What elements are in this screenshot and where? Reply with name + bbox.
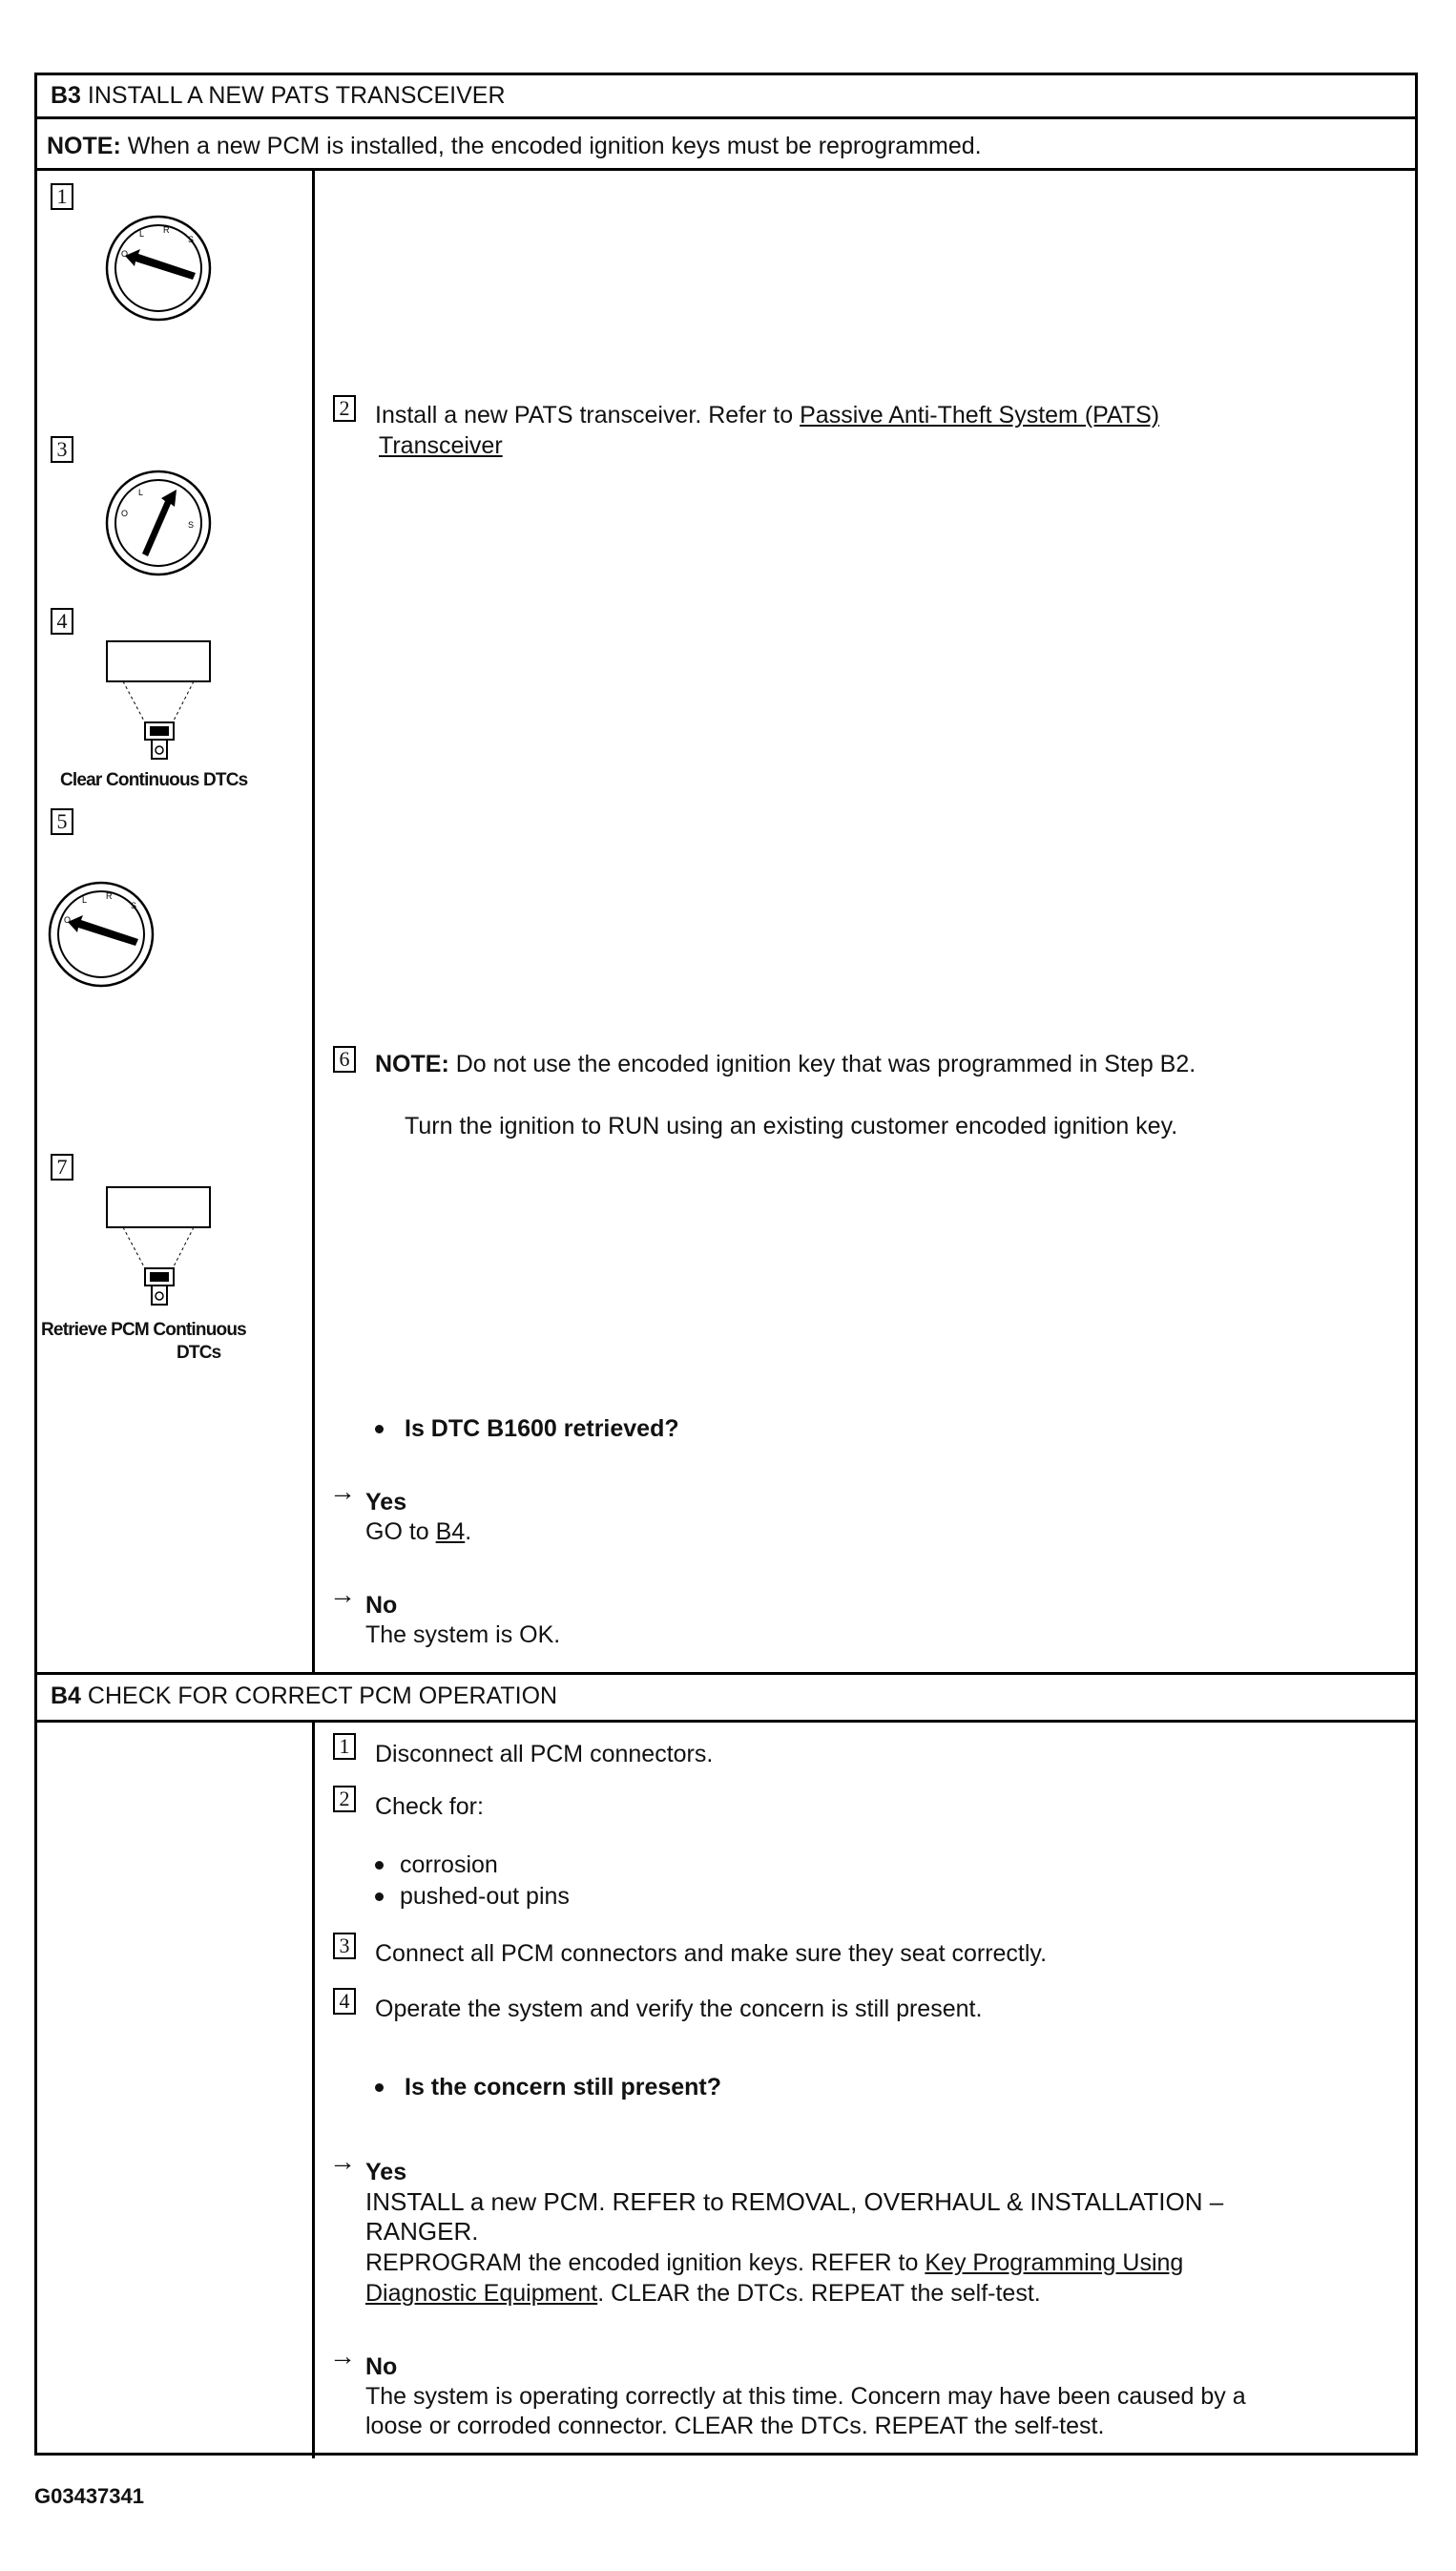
bullet xyxy=(375,1425,384,1433)
svg-text:L: L xyxy=(139,229,145,239)
b4-no-line1: The system is operating correctly at this time. Concern may have been caused by a xyxy=(365,2383,1246,2410)
bullet xyxy=(375,1861,384,1870)
clear-continuous-dtcs-caption: Clear Continuous DTCs xyxy=(60,770,248,790)
b4-header xyxy=(51,1681,557,1711)
diagnostic-procedure-table xyxy=(34,73,1418,2456)
svg-text:O: O xyxy=(121,249,129,259)
key-programming-link-line2[interactable]: Diagnostic Equipment xyxy=(365,2280,598,2307)
b3-yes-text: GO to B4. xyxy=(365,1518,472,1545)
figure-id: G03437341 xyxy=(34,2484,144,2508)
b3-no-text: The system is OK. xyxy=(365,1621,561,1648)
row-divider xyxy=(37,1720,1415,1723)
b4-yes-reprogram-text: REPROGRAM the encoded ignition keys. REFER to xyxy=(365,2249,919,2276)
svg-text:R: R xyxy=(163,225,170,235)
ignition-off-icon xyxy=(104,214,214,324)
step-number-1: 1 xyxy=(333,1733,356,1760)
step-number-6: 6 xyxy=(333,1046,356,1073)
b4-yes-line3 xyxy=(365,2247,1183,2278)
no-arrow-icon: → xyxy=(329,2341,356,2371)
b3-title: INSTALL A NEW PATS TRANSCEIVER xyxy=(87,82,506,109)
b4-yes-line4 xyxy=(365,2278,1041,2309)
ignition-run-icon xyxy=(104,469,214,578)
bullet xyxy=(375,2083,384,2092)
bullet xyxy=(375,1892,384,1901)
note-label: NOTE: xyxy=(47,133,121,159)
b4-step1-text: Disconnect all PCM connectors. xyxy=(375,1741,714,1767)
step2-instruction: Install a new PATS transceiver. Refer to xyxy=(375,402,794,428)
b3-question: Is DTC B1600 retrieved? xyxy=(405,1415,679,1442)
note-text: When a new PCM is installed, the encoded ignition keys must be reprogrammed. xyxy=(127,133,982,159)
scan-tool-icon xyxy=(104,638,218,767)
step2-text xyxy=(375,400,1159,430)
ignition-off-icon xyxy=(47,880,156,990)
step6-instruction: Turn the ignition to RUN using an existing customer encoded ignition key. xyxy=(405,1113,1178,1139)
step6-note-label: NOTE: xyxy=(375,1051,449,1077)
b4-yes-line2: RANGER. xyxy=(365,2217,479,2246)
yes-arrow-icon: → xyxy=(329,2146,356,2176)
b3-yes-label: Yes xyxy=(365,1489,407,1515)
svg-text:S: S xyxy=(188,235,195,244)
step-number-3: 3 xyxy=(51,436,73,463)
step-number-1: 1 xyxy=(51,183,73,210)
b4-no-label: No xyxy=(365,2353,398,2380)
row-divider xyxy=(37,116,1415,119)
step-number-5: 5 xyxy=(51,808,73,835)
b3-code: B3 xyxy=(51,82,81,109)
b4-step2-text: Check for: xyxy=(375,1793,484,1820)
row-divider xyxy=(37,1672,1415,1675)
b4-title: CHECK FOR CORRECT PCM OPERATION xyxy=(87,1683,558,1709)
step-number-3: 3 xyxy=(333,1933,356,1959)
svg-text:S: S xyxy=(131,901,137,910)
column-divider xyxy=(312,1720,315,2458)
retrieve-pcm-dtcs-caption-line2: DTCs xyxy=(177,1343,221,1363)
b4-step3-text: Connect all PCM connectors and make sure they seat correctly. xyxy=(375,1940,1048,1967)
yes-arrow-icon: → xyxy=(329,1476,356,1506)
b4-yes-label: Yes xyxy=(365,2159,407,2185)
b3-yes-instruction: GO to xyxy=(365,1518,429,1545)
b3-no-label: No xyxy=(365,1592,398,1619)
svg-text:L: L xyxy=(82,895,88,905)
step-number-4: 4 xyxy=(51,608,73,635)
b4-code: B4 xyxy=(51,1683,81,1709)
pats-transceiver-link-line2[interactable]: Transceiver xyxy=(379,432,503,459)
column-divider xyxy=(312,168,315,1672)
row-divider xyxy=(37,168,1415,171)
svg-text:L: L xyxy=(138,488,144,497)
svg-text:O: O xyxy=(64,915,72,925)
key-programming-link[interactable]: Key Programming Using xyxy=(925,2249,1184,2276)
scan-tool-icon xyxy=(104,1184,218,1313)
b4-yes-line4-rest: . CLEAR the DTCs. REPEAT the self-test. xyxy=(597,2280,1041,2307)
step6-note-text: Do not use the encoded ignition key that was programmed in Step B2. xyxy=(455,1051,1196,1077)
step-number-7: 7 xyxy=(51,1154,73,1181)
b3-note xyxy=(47,131,982,161)
b4-step4-text: Operate the system and verify the concern is still present. xyxy=(375,1996,983,2022)
check-item-corrosion: corrosion xyxy=(400,1851,498,1878)
step-number-2: 2 xyxy=(333,395,356,422)
svg-text:S: S xyxy=(188,520,195,530)
b4-question: Is the concern still present? xyxy=(405,2074,722,2101)
b3-header xyxy=(51,80,506,111)
b4-no-line2: loose or corroded connector. CLEAR the DTCs. REPEAT the self-test. xyxy=(365,2413,1105,2439)
b4-link[interactable]: B4 xyxy=(435,1518,466,1545)
step-number-2: 2 xyxy=(333,1786,356,1812)
pats-transceiver-link[interactable]: Passive Anti-Theft System (PATS) xyxy=(800,402,1160,428)
no-arrow-icon: → xyxy=(329,1579,356,1609)
step6-note xyxy=(375,1049,1196,1079)
step-number-4: 4 xyxy=(333,1988,356,2015)
svg-text:R: R xyxy=(106,891,113,901)
b4-yes-line1: INSTALL a new PCM. REFER to REMOVAL, OVERHAUL & INSTALLATION – xyxy=(365,2187,1224,2216)
check-item-pushed-out-pins: pushed-out pins xyxy=(400,1883,570,1910)
svg-text:O: O xyxy=(121,509,129,518)
retrieve-pcm-dtcs-caption-line1: Retrieve PCM Continuous xyxy=(41,1320,246,1340)
